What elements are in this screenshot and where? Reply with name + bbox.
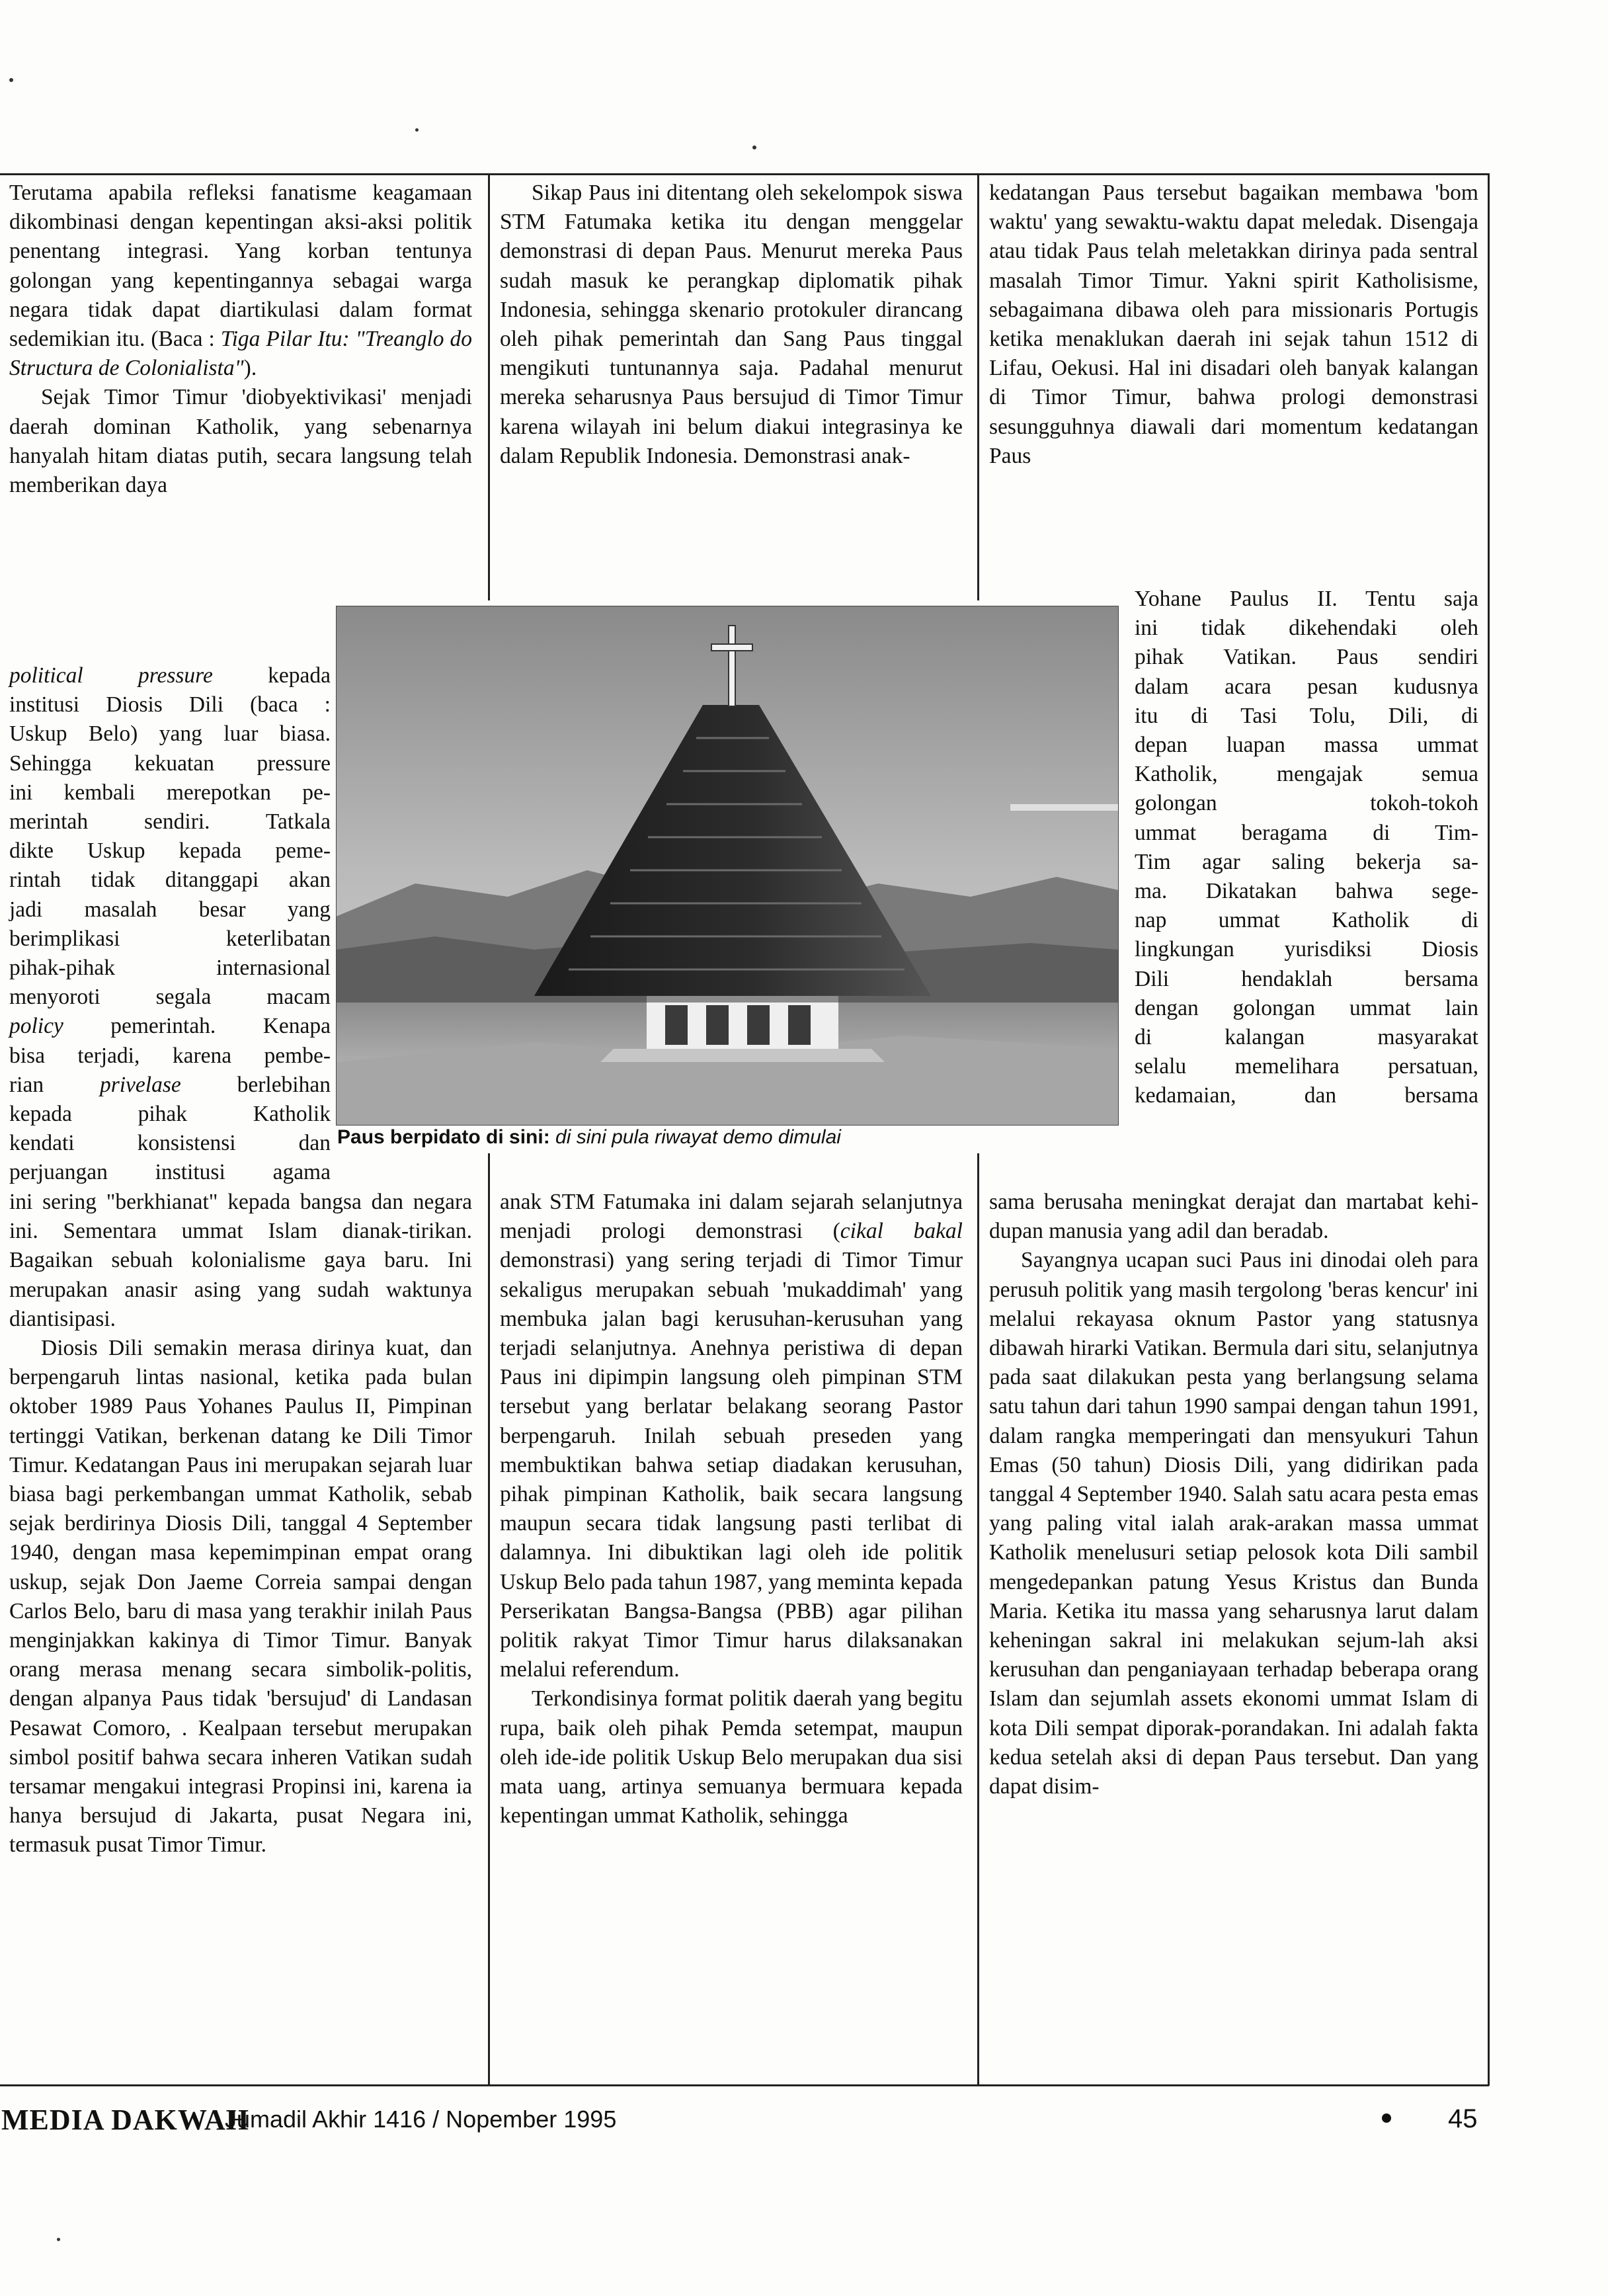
col1-wrap-text: political pressure [9, 663, 213, 688]
col1-wrap-text: bisa terjadi, karena pembe- [9, 1043, 331, 1068]
column-rule-1-top [488, 173, 490, 600]
col1-wrap-text: institusi Diosis Dili (baca : [9, 692, 331, 718]
col1-p1-italic-title: Tiga Pilar Itu: "Treanglo do Structura de Colonialista" [9, 327, 472, 381]
col1-wrap-line [9, 749, 331, 778]
col3-wrap-line: ma. Dikatakan bahwa sege- [1135, 879, 1478, 904]
col1-p1-end: ). [243, 356, 257, 381]
col3-paragraph-1: kedatangan Paus tersebut bagaikan membawa 'bom waktu' yang sewaktu-waktu dapat meledak. Disengaja atau tidak Paus telah meletakkan dirinya pada sentral masalah Timor Timur. Yakni spirit Katholisisme, sebagaimana dibawa oleh para missionaris Portugis ketika menaklukan daerah ini sejak tahun 1512 di Lifau, Oekusi. Hal ini disadari oleh banyak kalangan di Timor Timur, bahwa prologi demonstrasi sesungguhnya diawali dari momentum kedatangan Paus [989, 181, 1478, 468]
church-illustration [336, 606, 1119, 1126]
col1-p1-text: Terutama apabila refleksi fanatisme keagamaan dikombinasi dengan kepentingan aksi-aksi politik penentang integrasi. Yang korban tentunya golongan yang kepentingannya sebagai warga negara tidak dapat diartikulasi dalam format sedemikian itu. (Baca : [9, 181, 472, 352]
col1-wrap-text-after: pemerintah. Kenapa [63, 1014, 331, 1039]
col1-wrap-text: rintah tidak ditanggapi akan [9, 868, 331, 893]
col2-paragraph-2: Terkondisinya format politik daerah yang begitu rupa, baik oleh pihak Pemda setempat, maupun oleh ide-ide politik Uskup Belo merupakan dua sisi mata uang, artinya semuanya bermuara kepada kepentingan ummat Katholik, sehingga [500, 1686, 963, 1828]
col3-wrap-line: di kalangan masyarakat [1135, 1025, 1478, 1050]
col1-wrap-line [9, 895, 331, 924]
col1-wrap-text: dikte Uskup kepada peme- [9, 839, 331, 864]
column-rule-1-bottom [488, 1153, 490, 2086]
column-3-top [989, 179, 1478, 471]
col3-wrap-line: selalu memelihara persatuan, [1135, 1054, 1478, 1079]
column-1-top [9, 179, 472, 500]
col1-paragraph-3: Diosis Dili semakin merasa dirinya kuat, dan berpengaruh lintas nasional, ketika pada bulan oktober 1989 Paus Yohanes Paulus II, Pimpinan tertinggi Vatikan, berkenan datang ke Dili Timor Timur. Kedatangan Paus ini merupakan sejarah luar biasa bagi perkembangan ummat Katholik, sebab sejak berdirinya Diosis Dili, tanggal 4 September 1940, dengan masa kepemimpinan empat orang uskup, sejak Don Jaeme Correia sampai dengan Carlos Belo, baru di masa yang terakhir inilah Paus menginjakkan kakinya di Timor Timur. Banyak orang merasa menang secara simbolik-politis, dengan alpanya Paus tidak 'bersujud' di Landasan Pesawat Comoro, . Kealpaan tersebut merupakan simbol positif bahwa secara inheren Vatikan sudah tersamar mengakui integrasi Propinsi ini, karena ia hanya bersujud di Jakarta, pusat Negara ini, termasuk pusat Timor Timur. [9, 1336, 472, 1858]
issue-date: Jumadil Akhir 1416 / Nopember 1995 [225, 2106, 617, 2133]
column-1-bottom [9, 1188, 472, 1860]
col1-wrap-text: ini kembali merepotkan pe- [9, 780, 331, 805]
col3-wrap-line: pihak Vatikan. Paus sendiri [1135, 645, 1478, 670]
col1-wrap-text: pihak-pihak internasional [9, 956, 331, 981]
col3-paragraph-1-end: sama berusaha meningkat derajat dan martabat kehi-dupan manusia yang adil dan beradab. [989, 1190, 1478, 1244]
col1-wrap-text: policy [9, 1014, 63, 1039]
col1-wrap-line [9, 1071, 331, 1100]
col1-wrap-line [9, 1129, 331, 1158]
bullet-dot [1382, 2113, 1391, 2123]
col1-wrap-text: kendati konsistensi dan [9, 1131, 331, 1156]
col1-wrap-line [9, 1012, 331, 1041]
col1-paragraph-1 [9, 179, 472, 383]
photo-caption [337, 1124, 1117, 1151]
col1-wrap-line [9, 924, 331, 954]
column-rule-2-bottom [977, 1153, 979, 2086]
col1-wrap-text: menyoroti segala macam [9, 985, 331, 1010]
col1-wrap-line [9, 1100, 331, 1129]
column-3-bottom [989, 1188, 1478, 1801]
col1-wrap-line [9, 690, 331, 719]
col1-wrap-line [9, 719, 331, 749]
col3-wrap-line: Dili hendaklah bersama [1135, 966, 1478, 991]
col1-wrap-text: merintah sendiri. Tatkala [9, 809, 331, 835]
scan-speck [57, 2238, 60, 2241]
col3-wrap-line: depan luapan massa ummat [1135, 733, 1478, 758]
col3-wrap-line: nap ummat Katholik di [1135, 908, 1478, 933]
column-1-wrap [9, 661, 331, 1188]
col1-wrap-line [9, 983, 331, 1012]
col1-wrap-text: perjuangan institusi agama [9, 1160, 331, 1185]
col1-paragraph-2-lead: Sejak Timor Timur 'diobyektivikasi' menjadi daerah dominan Katholik, yang sebenarnya hanyalah hitam diatas putih, secara langsung telah memberikan daya [9, 385, 472, 498]
col1-wrap-text: jadi masalah besar yang [9, 897, 331, 922]
col1-wrap-text: rian [9, 1072, 100, 1097]
col3-wrap-line: Yohane Paulus II. Tentu saja [1135, 587, 1478, 611]
column-2-bottom [500, 1188, 963, 1830]
column-rule-2-top [977, 173, 979, 600]
col1-wrap-text: Sehingga kekuatan pressure [9, 751, 331, 776]
bottom-rule [0, 2084, 1489, 2086]
col3-wrap-line: Katholik, mengajak semua [1135, 762, 1478, 787]
top-rule [0, 173, 1489, 175]
col1-wrap-text: Uskup Belo) yang luar biasa. [9, 721, 331, 747]
col2-text-b: demonstrasi) yang sering terjadi di Timor Timur sekaligus merupakan sebuah 'mukaddimah' yang membuka jalan bagi kerusuhan-kerusuhan yang terjadi selanjutnya. Anehnya peristiwa di depan Paus ini dipimpin langsung oleh pimpinan STM tersebut yang berlatar belakang seorang Pastor berpengaruh. Inilah sebuah preseden yang membuktikan bahwa setiap diadakan kerusuhan, pihak pimpinan Katholik, baik secara langsung maupun secara tidak langsung pasti terlibat di dalamnya. Ini dibuktikan lagi oleh ide politik Uskup Belo pada tahun 1987, yang meminta kepada Perserikatan Bangsa-Bangsa (PBB) agar pilihan politik rakyat Timor Timur harus dilaksanakan melalui referendum. [500, 1248, 963, 1682]
scan-speck [415, 128, 419, 132]
col3-wrap-line: Tim agar saling bekerja sa- [1135, 849, 1478, 874]
col3-wrap-line: golongan tokoh-tokoh [1135, 791, 1478, 816]
magazine-title: MEDIA DAKWAH [1, 2104, 250, 2136]
col3-paragraph-2: Sayangnya ucapan suci Paus ini dinodai oleh para perusuh politik yang masih tergolong 'beras kencur' ini melalui rekayasa oknum Pastor yang statusnya dibawah hirarki Vatikan. Bermula dari situ, selanjutnya pada saat dilakukan pesta yang berlangsung selama satu tahun dari tahun 1990 sampai dengan tahun 1991, dalam rangka memperingati dan mensyukuri Tahun Emas (50 tahun) Diosis Dili, yang didirikan pada tanggal 4 September 1940. Salah satu acara pesta emas yang paling vital ialah arak-arakan massa ummat Katholik menelusuri setiap pelosok kota Dili sambil mengedepankan patung Yesus Kristus dan Bunda Maria. Ketika itu massa yang seharusnya larut dalam keheningan sakral ini melakukan sejum-lah aksi kerusuhan dan penganiayaan terhadap beberapa orang Islam dan sejumlah assets ekonomi ummat Islam di kota Dili sempat diporak-porandakan. Ini adalah fakta kedua setelah aksi di depan Paus tersebut. Dan yang dapat disim- [989, 1248, 1478, 1799]
scan-speck [752, 145, 756, 149]
page-number: 45 [1448, 2104, 1478, 2133]
col1-paragraph-2-end: ini sering "berkhianat" kepada bangsa dan negara ini. Sementara ummat Islam dianak-tirikan. Bagaikan sebuah kolonialisme gaya baru. Ini merupakan anasir asing yang sudah waktunya diantisipasi. [9, 1190, 472, 1331]
church-photo [336, 606, 1119, 1126]
col1-wrap-line [9, 954, 331, 983]
col2-paragraph-1: Sikap Paus ini ditentang oleh sekelompok siswa STM Fatumaka ketika itu dengan menggelar demonstrasi di depan Paus. Menurut mereka Paus sudah masuk ke perangkap diplomatik pihak Indonesia, sehingga skenario protokuler dirancang oleh pihak pemerintah dan Sang Paus tinggal mengikuti tuntunannya saja. Padahal menurut mereka seharusnya Paus bersujud di Timor Timur karena wilayah ini belum diakui integrasinya ke dalam Republik Indonesia. Demonstrasi anak- [500, 181, 963, 468]
col1-wrap-text: kepada pihak Katholik [9, 1102, 331, 1127]
col3-wrap-line: lingkungan yurisdiksi Diosis [1135, 937, 1478, 962]
scan-speck [9, 78, 13, 82]
col1-wrap-line [9, 837, 331, 866]
col1-wrap-line [9, 1042, 331, 1071]
right-frame-rule [1488, 173, 1490, 2086]
col2-paragraph-1-end [500, 1188, 963, 1684]
col3-wrap-line: dalam acara pesan kudusnya [1135, 674, 1478, 699]
column-3-wrap [1135, 585, 1478, 1111]
caption-italic: di sini pula riwayat demo dimulai [549, 1126, 841, 1148]
col3-wrap-line: dengan golongan ummat lain [1135, 995, 1478, 1020]
col1-wrap-line [9, 807, 331, 837]
col2-italic: cikal bakal [840, 1219, 963, 1244]
col1-wrap-text: berimplikasi keterlibatan [9, 926, 331, 951]
column-2-top [500, 179, 963, 471]
col2-text-a: anak STM Fatumaka ini dalam sejarah selanjutnya menjadi prologi demonstrasi ( [500, 1190, 963, 1244]
col3-wrap-line: ini tidak dikehendaki oleh [1135, 616, 1478, 641]
col1-wrap-line [9, 866, 331, 895]
caption-bold: Paus berpidato di sini: [337, 1126, 550, 1148]
col1-wrap-text-after: kepada [212, 663, 331, 688]
col3-wrap-line: ummat beragama di Tim- [1135, 820, 1478, 845]
col1-wrap-line [9, 778, 331, 807]
col1-wrap-line [9, 1158, 331, 1187]
col3-wrap-line: kedamaian, dan bersama [1135, 1083, 1478, 1108]
col3-wrap-line: itu di Tasi Tolu, Dili, di [1135, 703, 1478, 728]
col1-wrap-text-after: berlebihan [181, 1072, 331, 1097]
col1-wrap-line [9, 661, 331, 690]
col1-wrap-italic: privelase [99, 1072, 181, 1097]
